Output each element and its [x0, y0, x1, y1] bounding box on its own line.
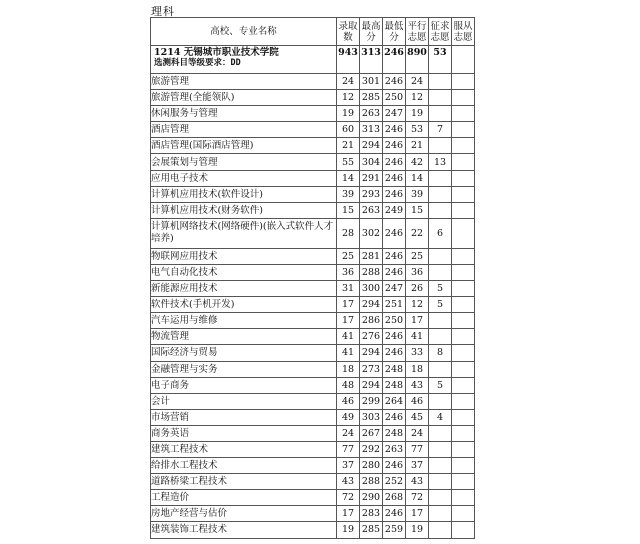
major-lowest: 250 [383, 90, 406, 106]
major-obey [452, 361, 475, 377]
major-obey [452, 393, 475, 409]
header-enrolled: 录取数 [337, 18, 360, 46]
major-highest: 288 [360, 264, 383, 280]
major-highest: 290 [360, 490, 383, 506]
table-row [151, 218, 475, 248]
major-name: 建筑工程技术 [151, 441, 337, 457]
major-obey [452, 490, 475, 506]
major-name: 商务英语 [151, 425, 337, 441]
major-enrolled: 37 [337, 458, 360, 474]
major-highest: 303 [360, 409, 383, 425]
school-row [151, 46, 475, 74]
major-highest: 286 [360, 313, 383, 329]
table-row [151, 106, 475, 122]
major-name: 旅游管理 [151, 74, 337, 90]
major-enrolled: 36 [337, 264, 360, 280]
major-lowest: 247 [383, 281, 406, 297]
major-solicit [429, 170, 452, 186]
major-solicit [429, 186, 452, 202]
major-solicit [429, 329, 452, 345]
major-obey [452, 202, 475, 218]
major-enrolled: 60 [337, 122, 360, 138]
major-name: 物流管理 [151, 329, 337, 345]
major-solicit [429, 393, 452, 409]
major-obey [452, 474, 475, 490]
table-row [151, 297, 475, 313]
major-lowest: 246 [383, 345, 406, 361]
major-obey [452, 122, 475, 138]
major-highest: 283 [360, 506, 383, 522]
major-highest: 285 [360, 90, 383, 106]
major-name: 计算机网络技术(网络硬件)(嵌入式软件人才培养) [151, 218, 337, 248]
major-lowest: 268 [383, 490, 406, 506]
major-highest: 263 [360, 106, 383, 122]
major-highest: 300 [360, 281, 383, 297]
major-highest: 293 [360, 186, 383, 202]
school-lowest: 246 [383, 46, 406, 74]
major-solicit [429, 361, 452, 377]
major-name: 计算机应用技术(财务软件) [151, 202, 337, 218]
major-parallel: 25 [406, 248, 429, 264]
major-solicit [429, 506, 452, 522]
major-enrolled: 49 [337, 409, 360, 425]
major-enrolled: 43 [337, 474, 360, 490]
major-obey [452, 218, 475, 248]
major-name: 给排水工程技术 [151, 458, 337, 474]
major-parallel: 53 [406, 122, 429, 138]
header-name: 高校、专业名称 [151, 18, 337, 46]
school-requirement: 选测科目等级要求：DD [154, 58, 241, 68]
major-obey [452, 106, 475, 122]
major-solicit [429, 264, 452, 280]
major-lowest: 248 [383, 377, 406, 393]
header-obey: 服从志愿 [452, 18, 475, 46]
school-name: 1214 无锡城市职业技术学院 [154, 47, 279, 58]
major-highest: 304 [360, 154, 383, 170]
major-enrolled: 24 [337, 425, 360, 441]
major-parallel: 24 [406, 74, 429, 90]
major-name: 酒店管理(国际酒店管理) [151, 138, 337, 154]
major-solicit [429, 202, 452, 218]
major-parallel: 36 [406, 264, 429, 280]
major-solicit [429, 90, 452, 106]
major-lowest: 246 [383, 218, 406, 248]
major-name: 会计 [151, 393, 337, 409]
header-lowest: 最低分 [383, 18, 406, 46]
major-enrolled: 17 [337, 297, 360, 313]
major-obey [452, 313, 475, 329]
major-parallel: 46 [406, 393, 429, 409]
school-solicit: 53 [429, 46, 452, 74]
major-lowest: 264 [383, 393, 406, 409]
major-name: 工程造价 [151, 490, 337, 506]
major-parallel: 18 [406, 361, 429, 377]
table-row [151, 458, 475, 474]
major-highest: 292 [360, 441, 383, 457]
major-lowest: 246 [383, 329, 406, 345]
major-solicit [429, 74, 452, 90]
major-name: 国际经济与贸易 [151, 345, 337, 361]
table-row [151, 329, 475, 345]
major-obey [452, 264, 475, 280]
major-parallel: 43 [406, 474, 429, 490]
major-obey [452, 90, 475, 106]
major-parallel: 12 [406, 297, 429, 313]
major-highest: 313 [360, 122, 383, 138]
major-obey [452, 170, 475, 186]
table-row [151, 281, 475, 297]
major-name: 汽车运用与维修 [151, 313, 337, 329]
major-obey [452, 154, 475, 170]
major-enrolled: 28 [337, 218, 360, 248]
table-row [151, 522, 475, 538]
major-obey [452, 74, 475, 90]
table-row [151, 138, 475, 154]
section-label: 理科 [151, 5, 175, 18]
major-highest: 294 [360, 138, 383, 154]
major-parallel: 42 [406, 154, 429, 170]
major-lowest: 251 [383, 297, 406, 313]
major-obey [452, 441, 475, 457]
major-parallel: 19 [406, 106, 429, 122]
major-parallel: 33 [406, 345, 429, 361]
table-row [151, 361, 475, 377]
major-parallel: 72 [406, 490, 429, 506]
table-row [151, 393, 475, 409]
major-obey [452, 281, 475, 297]
major-solicit: 4 [429, 409, 452, 425]
major-solicit: 7 [429, 122, 452, 138]
major-parallel: 39 [406, 186, 429, 202]
major-name: 金融管理与实务 [151, 361, 337, 377]
major-highest: 281 [360, 248, 383, 264]
major-enrolled: 19 [337, 522, 360, 538]
table-row [151, 490, 475, 506]
major-highest: 280 [360, 458, 383, 474]
major-solicit [429, 138, 452, 154]
major-name: 计算机应用技术(软件设计) [151, 186, 337, 202]
school-cell [151, 46, 337, 74]
major-enrolled: 46 [337, 393, 360, 409]
major-solicit [429, 425, 452, 441]
school-enrolled: 943 [337, 46, 360, 74]
major-obey [452, 248, 475, 264]
table-row [151, 313, 475, 329]
major-lowest: 249 [383, 202, 406, 218]
major-solicit [429, 248, 452, 264]
major-name: 电气自动化技术 [151, 264, 337, 280]
major-highest: 301 [360, 74, 383, 90]
major-solicit: 5 [429, 297, 452, 313]
major-enrolled: 15 [337, 202, 360, 218]
major-lowest: 252 [383, 474, 406, 490]
header-solicit: 征求志愿 [429, 18, 452, 46]
table-row [151, 441, 475, 457]
table-row [151, 264, 475, 280]
major-solicit [429, 106, 452, 122]
major-enrolled: 14 [337, 170, 360, 186]
major-enrolled: 72 [337, 490, 360, 506]
major-highest: 276 [360, 329, 383, 345]
major-lowest: 259 [383, 522, 406, 538]
major-name: 旅游管理(全能领队) [151, 90, 337, 106]
major-name: 房地产经营与估价 [151, 506, 337, 522]
major-obey [452, 506, 475, 522]
major-highest: 291 [360, 170, 383, 186]
major-obey [452, 409, 475, 425]
major-solicit [429, 458, 452, 474]
major-lowest: 246 [383, 458, 406, 474]
major-highest: 288 [360, 474, 383, 490]
major-enrolled: 25 [337, 248, 360, 264]
major-obey [452, 458, 475, 474]
major-enrolled: 19 [337, 106, 360, 122]
major-lowest: 246 [383, 138, 406, 154]
major-parallel: 22 [406, 218, 429, 248]
major-enrolled: 17 [337, 506, 360, 522]
major-solicit [429, 490, 452, 506]
major-lowest: 247 [383, 106, 406, 122]
major-solicit: 6 [429, 218, 452, 248]
major-parallel: 17 [406, 506, 429, 522]
major-parallel: 15 [406, 202, 429, 218]
table-row [151, 74, 475, 90]
major-parallel: 77 [406, 441, 429, 457]
major-name: 会展策划与管理 [151, 154, 337, 170]
major-enrolled: 17 [337, 313, 360, 329]
major-solicit [429, 522, 452, 538]
major-enrolled: 77 [337, 441, 360, 457]
school-obey [452, 46, 475, 74]
major-enrolled: 41 [337, 345, 360, 361]
major-name: 电子商务 [151, 377, 337, 393]
table-row [151, 377, 475, 393]
major-lowest: 246 [383, 74, 406, 90]
major-enrolled: 18 [337, 361, 360, 377]
major-highest: 294 [360, 345, 383, 361]
major-obey [452, 522, 475, 538]
major-highest: 273 [360, 361, 383, 377]
major-lowest: 246 [383, 264, 406, 280]
major-highest: 263 [360, 202, 383, 218]
major-parallel: 17 [406, 313, 429, 329]
major-solicit: 5 [429, 281, 452, 297]
major-obey [452, 377, 475, 393]
major-parallel: 41 [406, 329, 429, 345]
major-enrolled: 48 [337, 377, 360, 393]
major-lowest: 246 [383, 248, 406, 264]
major-highest: 285 [360, 522, 383, 538]
table-row [151, 170, 475, 186]
major-obey [452, 186, 475, 202]
school-parallel: 890 [406, 46, 429, 74]
major-parallel: 26 [406, 281, 429, 297]
major-name: 建筑装饰工程技术 [151, 522, 337, 538]
major-solicit [429, 313, 452, 329]
table-row [151, 122, 475, 138]
major-parallel: 43 [406, 377, 429, 393]
table-row [151, 506, 475, 522]
table-row [151, 425, 475, 441]
major-lowest: 246 [383, 409, 406, 425]
major-name: 道路桥梁工程技术 [151, 474, 337, 490]
major-obey [452, 329, 475, 345]
table-header-row [151, 18, 475, 46]
major-obey [452, 345, 475, 361]
major-enrolled: 12 [337, 90, 360, 106]
table-row [151, 345, 475, 361]
major-name: 软件技术(手机开发) [151, 297, 337, 313]
admissions-table [150, 17, 475, 539]
table-row [151, 186, 475, 202]
major-lowest: 263 [383, 441, 406, 457]
major-lowest: 246 [383, 506, 406, 522]
table-row [151, 202, 475, 218]
table-row [151, 409, 475, 425]
major-solicit: 13 [429, 154, 452, 170]
major-lowest: 246 [383, 154, 406, 170]
table-row [151, 154, 475, 170]
major-highest: 299 [360, 393, 383, 409]
major-highest: 302 [360, 218, 383, 248]
major-enrolled: 31 [337, 281, 360, 297]
major-enrolled: 55 [337, 154, 360, 170]
major-parallel: 14 [406, 170, 429, 186]
major-parallel: 12 [406, 90, 429, 106]
major-lowest: 246 [383, 170, 406, 186]
major-obey [452, 297, 475, 313]
table-row [151, 248, 475, 264]
major-parallel: 37 [406, 458, 429, 474]
major-enrolled: 24 [337, 74, 360, 90]
header-parallel: 平行志愿 [406, 18, 429, 46]
major-name: 新能源应用技术 [151, 281, 337, 297]
major-lowest: 246 [383, 186, 406, 202]
header-highest: 最高分 [360, 18, 383, 46]
school-highest: 313 [360, 46, 383, 74]
major-name: 物联网应用技术 [151, 248, 337, 264]
major-lowest: 248 [383, 361, 406, 377]
major-solicit [429, 474, 452, 490]
major-highest: 267 [360, 425, 383, 441]
major-obey [452, 138, 475, 154]
major-parallel: 21 [406, 138, 429, 154]
major-enrolled: 21 [337, 138, 360, 154]
major-lowest: 250 [383, 313, 406, 329]
major-enrolled: 41 [337, 329, 360, 345]
table-row [151, 474, 475, 490]
table-row [151, 90, 475, 106]
major-obey [452, 425, 475, 441]
major-solicit [429, 441, 452, 457]
major-parallel: 24 [406, 425, 429, 441]
major-solicit: 8 [429, 345, 452, 361]
major-lowest: 246 [383, 122, 406, 138]
major-lowest: 248 [383, 425, 406, 441]
major-highest: 294 [360, 297, 383, 313]
major-highest: 294 [360, 377, 383, 393]
major-name: 应用电子技术 [151, 170, 337, 186]
major-name: 市场营销 [151, 409, 337, 425]
major-solicit: 5 [429, 377, 452, 393]
major-parallel: 19 [406, 522, 429, 538]
major-name: 休闲服务与管理 [151, 106, 337, 122]
major-name: 酒店管理 [151, 122, 337, 138]
major-parallel: 45 [406, 409, 429, 425]
major-enrolled: 39 [337, 186, 360, 202]
